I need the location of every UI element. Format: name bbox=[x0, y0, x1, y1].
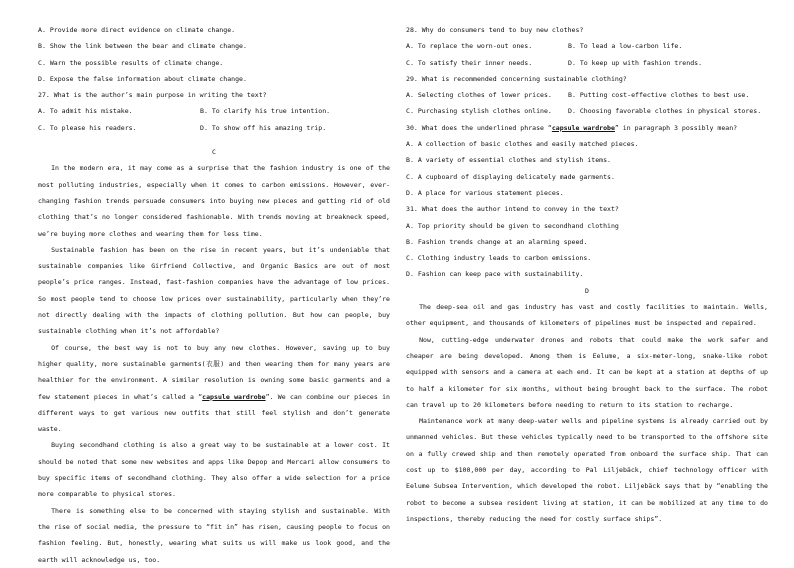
q28-option-a: A. To replace the worn-out ones. bbox=[406, 42, 533, 51]
section-c-heading: C bbox=[212, 148, 216, 157]
q28-options-row-2 bbox=[406, 55, 768, 71]
q26-option-a: A. Provide more direct evidence on climate change. bbox=[38, 26, 236, 34]
q31-option-c: C. Clothing industry leads to carbon emissions. bbox=[406, 254, 592, 263]
q29-options-row-2 bbox=[406, 103, 768, 119]
q28-option-b: B. To lead a low-carbon life. bbox=[568, 42, 683, 51]
q28-option-c: C. To satisfy their inner needs. bbox=[406, 58, 533, 67]
q30-option-a: A. A collection of basic clothes and easily matched pieces. bbox=[406, 140, 639, 149]
section-d-heading: D bbox=[585, 286, 589, 295]
passage-c-paragraph-5: There is something else to be concerned with staying stylish and sustainable. With the rise of social media, the pressure to “fit in” has risen, causing people to focus on fashion feeling. But, honestly, wearing what suits us will make us look good, and the earth will acknowledge us, too. bbox=[38, 506, 390, 564]
q29-option-c: C. Purchasing stylish clothes online. bbox=[406, 107, 552, 116]
paragraph-3-text-before: Of course, the best way is not to buy any new clothes. However, saving up to buy higher quality, more sustainable garments(衣服) and then wearing them for many years are healthier for the environment. A similar resolution is owning some basic garments and a few statement pieces in what’s called a “ bbox=[38, 343, 390, 401]
q29-option-a: A. Selecting clothes of lower prices. bbox=[406, 91, 552, 100]
q30-question-after: ” in paragraph 3 possibly mean? bbox=[614, 123, 738, 132]
passage-c-paragraph-4: Buying secondhand clothing is also a great way to be sustainable at a lower cost. It should be noted that some new websites and apps like Depop and Mercari allow consumers to buy specific items of secondhand clothing. They also offer a wide selection for a price more comparable to physical stores. bbox=[38, 441, 390, 499]
q30-option-c: C. A cupboard of displaying delicately made garments. bbox=[406, 172, 615, 181]
q27-option-c: C. To please his readers. bbox=[38, 123, 137, 132]
q27-options-row-2 bbox=[38, 120, 390, 136]
q31-option-a: A. Top priority should be given to secondhand clothing bbox=[406, 221, 619, 230]
q31-question: 31. What does the author intend to convey in the text? bbox=[406, 205, 619, 214]
right-column bbox=[406, 22, 768, 527]
q30-underlined-term: capsule wardrobe bbox=[551, 123, 615, 132]
q27-options-row-1 bbox=[38, 103, 390, 119]
q27-option-d: D. To show off his amazing trip. bbox=[200, 123, 327, 132]
q30-option-b: B. A variety of essential clothes and stylish items. bbox=[406, 156, 611, 165]
capsule-wardrobe-term: capsule wardrobe bbox=[202, 392, 266, 401]
q29-question: 29. What is recommended concerning sustainable clothing? bbox=[406, 74, 627, 83]
q30-question bbox=[406, 120, 768, 136]
passage-d-paragraph-3: Maintenance work at many deep-water wells and pipeline systems is already carried out by unmanned vehicles. But these vehicles typically need to be transported to the offshore site on a fully crewed ship and then remotely operated from onboard the surface ship. That can cost up to $100,000 per day, according to Pal Liljebäck, chief technology officer with Eelume Subsea Intervention, which developed the robot. Liljebäck says that by “enabling the robot to become a subsea resident living at station, it can be mobilized at any time to do inspections, thereby reducing the need for costly surface ships”. bbox=[406, 417, 768, 523]
q28-option-d: D. To keep up with fashion trends. bbox=[568, 58, 703, 67]
q26-option-b: B. Show the link between the bear and climate change. bbox=[38, 42, 247, 51]
q28-question: 28. Why do consumers tend to buy new clothes? bbox=[406, 26, 584, 34]
left-column bbox=[38, 22, 390, 568]
passage-d-paragraph-2: Now, cutting-edge underwater drones and robots that could make the work safer and cheaper are being developed. Among them is Eelume, a six-meter-long, snake-like robot equipped with sensors and a camera at each end. It can be kept at a station at depths of up to half a kilometer for six months, without being brought back to the surface. The robot can travel up to 20 kilometers before needing to return to its station to recharge. bbox=[406, 335, 768, 409]
q26-option-c: C. Warn the possible results of climate change. bbox=[38, 58, 224, 67]
q28-options-row-1 bbox=[406, 38, 768, 54]
q27-option-a: A. To admit his mistake. bbox=[38, 107, 133, 116]
q29-options-row-1 bbox=[406, 87, 768, 103]
passage-d-paragraph-1: The deep-sea oil and gas industry has vast and costly facilities to maintain. Wells, other equipment, and thousands of kilometers of pipelines must be inspected and repaired. bbox=[406, 303, 768, 328]
passage-c-paragraph-2: Sustainable fashion has been on the rise in recent years, but it’s undeniable that sustainable companies like Girfriend Collective, and Organic Basics are out of most people’s price ranges. Instead, fast-fashion companies have the advantage of low prices. So most people tend to choose low prices over sustainability, particularly when they’re not directly dealing with the impacts of clothing pollution. But how can people, buy sustainable clothing when it’s not affordable? bbox=[38, 245, 390, 336]
q31-option-d: D. Fashion can keep pace with sustainability. bbox=[406, 270, 584, 279]
paragraph-3-text-after: ”. We can combine our pieces in different ways to get various new outfits that still feel stylish and don’t generate waste. bbox=[38, 392, 390, 434]
q30-option-d: D. A place for various statement pieces. bbox=[406, 188, 564, 197]
q27-question: 27. What is the author’s main purpose in writing the text? bbox=[38, 91, 267, 100]
passage-c-paragraph-1: In the modern era, it may come as a surprise that the fashion industry is one of the most polluting industries, especially when it comes to carbon emissions. However, ever-changing fashion trends persuade consumers into buying new pieces and getting rid of old clothing that’s no longer considered fashionable. With trends moving at breakneck speed, we’re buying more clothes and wearing them for less time. bbox=[38, 164, 390, 238]
q29-option-d: D. Choosing favorable clothes in physical stores. bbox=[568, 107, 762, 116]
q31-option-b: B. Fashion trends change at an alarming speed. bbox=[406, 237, 588, 246]
q30-question-before: 30. What does the underlined phrase “ bbox=[406, 123, 552, 132]
q26-option-d: D. Expose the false information about climate change. bbox=[38, 74, 247, 83]
passage-c-paragraph-3 bbox=[38, 340, 390, 438]
q29-option-b: B. Putting cost-effective clothes to best use. bbox=[568, 91, 750, 100]
q27-option-b: B. To clarify his true intention. bbox=[200, 107, 331, 116]
